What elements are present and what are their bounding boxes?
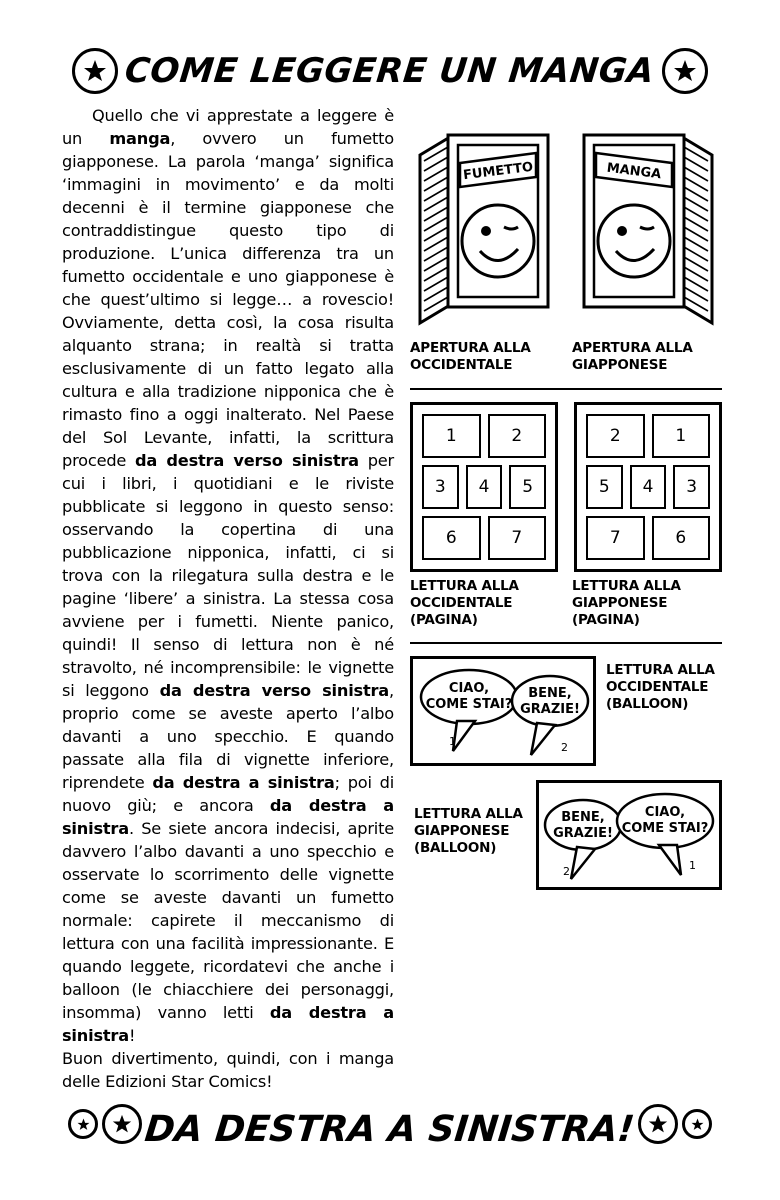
text-bold-1: da destra verso sinistra: [135, 451, 359, 470]
caption-balloon-japanese: LETTURA ALLA GIAPPONESE (BALLOON): [414, 806, 523, 857]
book-captions-row: [410, 340, 722, 374]
book-cover-label: FUMETTO: [462, 159, 535, 184]
balloon-figure-japanese: [410, 780, 722, 890]
page-grid-row: [410, 402, 722, 572]
panel-row: [586, 414, 710, 458]
panel-row: [422, 516, 546, 560]
caption-book-japanese: APERTURA ALLA GIAPPONESE: [572, 340, 693, 373]
balloon-number: 2: [561, 741, 568, 755]
article-paragraph-1: [62, 104, 394, 1047]
book-western: [410, 119, 558, 334]
figures-column: [410, 104, 722, 890]
panel-cell: 1: [652, 414, 711, 458]
balloon-text: GRAZIE!: [520, 702, 580, 718]
text-bold-3: da destra a sinistra: [152, 773, 335, 792]
panel-row: [586, 516, 710, 560]
balloon-figure-western: [410, 656, 722, 766]
star-icon: [662, 48, 708, 94]
panel-cell: 3: [673, 465, 710, 509]
caption-page-japanese: LETTURA ALLA GIAPPONESE (PAGINA): [572, 577, 681, 628]
article-paragraph-2: Buon divertimento, quindi, con i manga delle Edizioni Star Comics!: [62, 1049, 394, 1091]
panel-cell: 4: [466, 465, 503, 509]
star-icon: [682, 1109, 712, 1139]
text-run: Quello che vi apprestate a leggere è un: [62, 106, 394, 148]
panel-cell: 5: [586, 465, 623, 509]
book-figures-row: [410, 104, 722, 334]
panel-row: [586, 465, 710, 509]
article-text: [62, 104, 394, 1093]
balloon-text: COME STAI?: [425, 697, 513, 713]
panel-row: [422, 414, 546, 458]
balloon-text: BENE,: [528, 686, 572, 702]
balloon-text: CIAO,: [644, 805, 686, 821]
footer-title: DA DESTRA A SINISTRA!: [143, 1108, 637, 1150]
balloon-text: COME STAI?: [621, 821, 709, 837]
balloon-text: GRAZIE!: [553, 826, 613, 842]
panel-cell: 2: [586, 414, 645, 458]
page-title: COME LEGGERE UN MANGA: [123, 51, 657, 91]
text-run: , ovvero un fumetto giapponese. La parola ‘manga’ significa ‘immagini in movimento’ e da molti decenni è il termine giapponese che contraddistingue questo tipo di produzione. L’unica differenza tra un fumetto occidentale e uno giapponese è che quest’ultimo si legge… a rovescio! Ovviamente, detta così, la cosa risulta alquanto strana; in realtà si tratta esclusivamente di un fatto legato alla cultura e alla tradizione nipponica che è rimasto fino a oggi inalterato. Nel Paese del Sol Levante, infatti, la scrittura procede: [62, 129, 394, 470]
panel-cell: 7: [586, 516, 645, 560]
page-grid-japanese: [574, 402, 722, 572]
footer-stars-right: [638, 1104, 712, 1144]
text-run: per cui i libri, i quotidiani e le riviste pubblicate si leggono in questo senso: osservando la copertina di una pubblicazione nipponica, infatti, ci si trova con la rilegatura sulla destra e le pagine ‘libere’ a sinistra. La stessa cosa avviene per i fumetti. Niente panico, quindi! Il senso di lettura non è né stravolto, né incomprensibile: le vignette si leggono: [62, 451, 394, 700]
panel-row: [422, 465, 546, 509]
text-run: ; poi di nuovo giù; e ancora: [62, 773, 394, 815]
balloon-number: 1: [449, 735, 456, 749]
balloon-text: BENE,: [561, 810, 605, 826]
panel-cell: 4: [630, 465, 667, 509]
divider: [410, 642, 722, 644]
text-run: !: [128, 1026, 136, 1045]
panel-cell: 5: [509, 465, 546, 509]
page-grid-western: [410, 402, 558, 572]
panel-cell: 6: [652, 516, 711, 560]
panel-cell: 7: [488, 516, 547, 560]
text-bold-5: da destra a sinistra: [62, 1003, 394, 1045]
balloon-box-japanese: [536, 780, 722, 890]
text-bold-4: da destra a sinistra: [62, 796, 394, 838]
balloon-number: 2: [563, 865, 570, 879]
text-run: , proprio come se aveste aperto l’albo davanti a uno specchio. E quando passate alla fila di vignette inferiore, riprendete: [62, 681, 394, 792]
balloon-text: CIAO,: [448, 681, 490, 697]
balloon-box-western: [410, 656, 596, 766]
text-bold-2: da destra verso sinistra: [159, 681, 390, 700]
book-cover-label: MANGA: [605, 160, 662, 183]
divider: [410, 388, 722, 390]
panel-cell: 2: [488, 414, 547, 458]
balloon-number: 1: [689, 859, 696, 873]
page-grid-captions-row: [410, 578, 722, 629]
caption-page-western: LETTURA ALLA OCCIDENTALE (PAGINA): [410, 577, 519, 628]
text-run: . Se siete ancora indecisi, aprite davvero l’albo davanti a uno specchio e osservate lo scorrimento delle vignette come se aveste davanti un fumetto normale: capirete il meccanismo di lettura con una facilità impressionante. E quando leggete, ricordatevi che anche i balloon (le chiacchiere dei personaggi, insomma) vanno letti: [62, 819, 394, 1022]
caption-balloon-western: LETTURA ALLA OCCIDENTALE (BALLOON): [606, 662, 715, 713]
text-bold-manga: manga: [109, 129, 171, 148]
panel-cell: 3: [422, 465, 459, 509]
caption-book-western: APERTURA ALLA OCCIDENTALE: [410, 340, 531, 373]
star-icon: [638, 1104, 678, 1144]
panel-cell: 1: [422, 414, 481, 458]
book-japanese: [574, 119, 722, 334]
panel-cell: 6: [422, 516, 481, 560]
